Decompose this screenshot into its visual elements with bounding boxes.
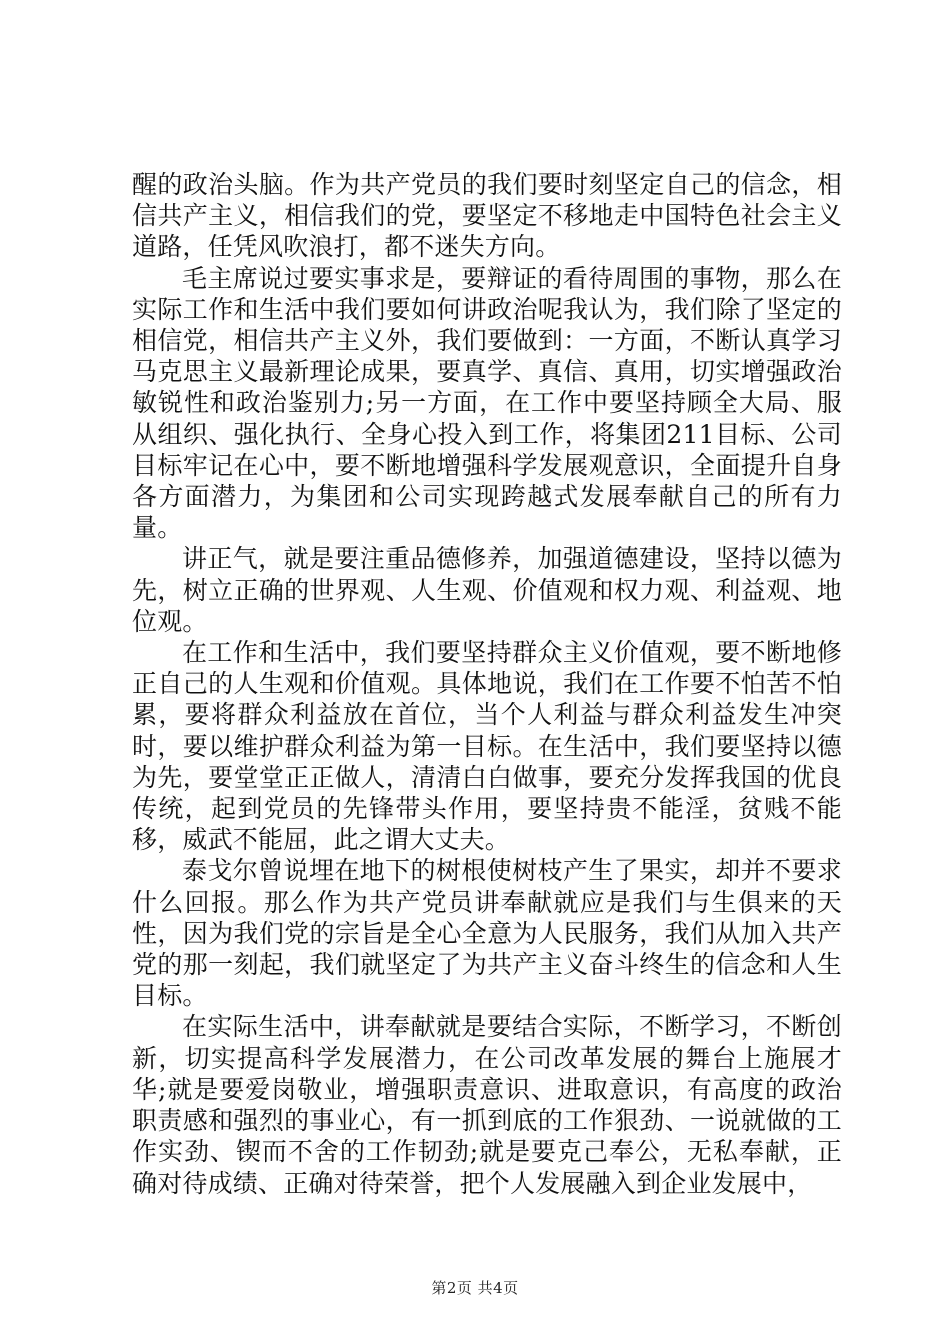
paragraph: 在工作和生活中，我们要坚持群众主义价值观，要不断地修正自己的人生观和价值观。具体地说，我们在工作要不怕苦不怕累，要将群众利益放在首位，当个人利益与群众利益发生冲突时，要以维护群众利益为第一目标。在生活中，我们要坚持以德为先，要堂堂正正做人，清清白白做事，要充分发挥我国的优良传统，起到党员的先锋带头作用，要坚持贵不能淫，贫贱不能移，威武不能屈，此之谓大丈夫。: [132, 638, 842, 855]
paragraph: 泰戈尔曾说埋在地下的树根使树枝产生了果实，却并不要求什么回报。那么作为共产党员讲奉献就应是我们与生俱来的天性，因为我们党的宗旨是全心全意为人民服务，我们从加入共产党的那一刻起，我们就坚定了为共产主义奋斗终生的信念和人生目标。: [132, 856, 842, 1011]
paragraph: 毛主席说过要实事求是，要辩证的看待周围的事物，那么在实际工作和生活中我们要如何讲政治呢我认为，我们除了坚定的相信党，相信共产主义外，我们要做到：一方面，不断认真学习马克思主义最新理论成果，要真学、真信、真用，切实增强政治敏锐性和政治鉴别力;另一方面，在工作中要坚持顾全大局、服从组织、强化执行、全身心投入到工作，将集团211目标、公司目标牢记在心中，要不断地增强科学发展观意识，全面提升自身各方面潜力，为集团和公司实现跨越式发展奉献自己的所有力量。: [132, 263, 842, 543]
page-number-footer: 第2页 共4页: [431, 1279, 519, 1297]
paragraph: 醒的政治头脑。作为共产党员的我们要时刻坚定自己的信念，相信共产主义，相信我们的党，要坚定不移地走中国特色社会主义道路，任凭风吹浪打，都不迷失方向。: [132, 170, 842, 262]
document-body: [132, 169, 842, 1199]
paragraph: 讲正气，就是要注重品德修养，加强道德建设，坚持以德为先，树立正确的世界观、人生观、价值观和权力观、利益观、地位观。: [132, 544, 842, 636]
paragraph: 在实际生活中，讲奉献就是要结合实际，不断学习，不断创新，切实提高科学发展潜力，在公司改革发展的舞台上施展才华;就是要爱岗敬业，增强职责意识、进取意识，有高度的政治职责感和强烈的事业心，有一抓到底的工作狠劲、一说就做的工作实劲、锲而不舍的工作韧劲;就是要克己奉公，无私奉献，正确对待成绩、正确对待荣誉，把个人发展融入到企业发展中，: [132, 1012, 842, 1198]
